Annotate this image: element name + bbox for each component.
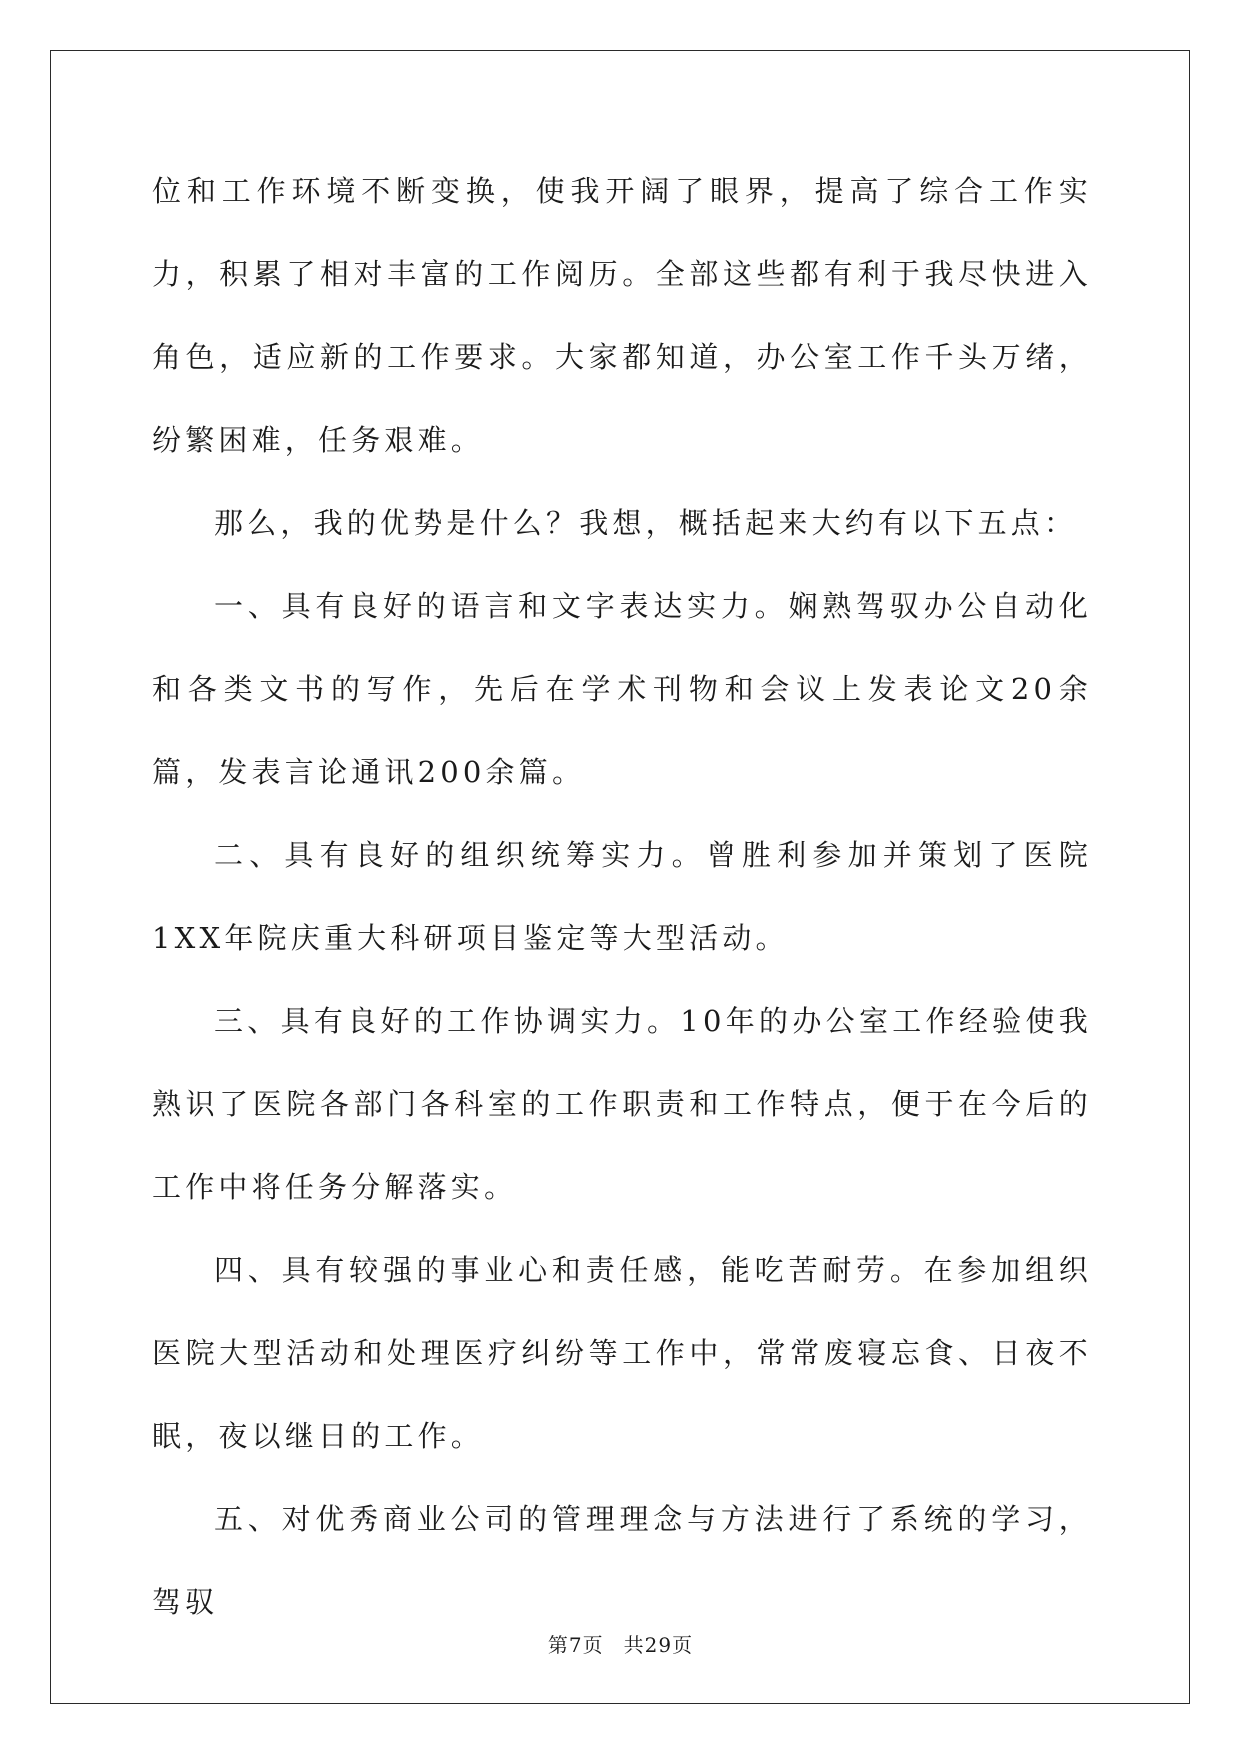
page-number: 第7页 (547, 1633, 604, 1657)
page-total: 共29页 (623, 1633, 694, 1657)
paragraph-5: 三、具有良好的工作协调实力。10年的办公室工作经验使我熟识了医院各部门各科室的工作职责和工作特点，便于在今后的工作中将任务分解落实。 (152, 1004, 1092, 1204)
page-footer (0, 1633, 1241, 1657)
paragraph-7: 五、对优秀商业公司的管理理念与方法进行了系统的学习，驾驭 (152, 1502, 1092, 1619)
paragraph-4: 二、具有良好的组织统筹实力。曾胜利参加并策划了医院1XX年院庆重大科研项目鉴定等大型活动。 (152, 838, 1092, 955)
paragraph-2: 那么，我的优势是什么？我想，概括起来大约有以下五点： (214, 506, 1078, 540)
paragraph-6: 四、具有较强的事业心和责任感，能吃苦耐劳。在参加组织医院大型活动和处理医疗纠纷等工作中，常常废寝忘食、日夜不眠，夜以继日的工作。 (152, 1253, 1092, 1453)
paragraph-1: 位和工作环境不断变换，使我开阔了眼界，提高了综合工作实力，积累了相对丰富的工作阅历。全部这些都有利于我尽快进入角色，适应新的工作要求。大家都知道，办公室工作千头万绪，纷繁困难，任务艰难。 (152, 174, 1092, 457)
document-body (152, 150, 1092, 1644)
paragraph-3: 一、具有良好的语言和文字表达实力。娴熟驾驭办公自动化和各类文书的写作，先后在学术刊物和会议上发表论文20余篇，发表言论通讯200余篇。 (152, 589, 1092, 789)
